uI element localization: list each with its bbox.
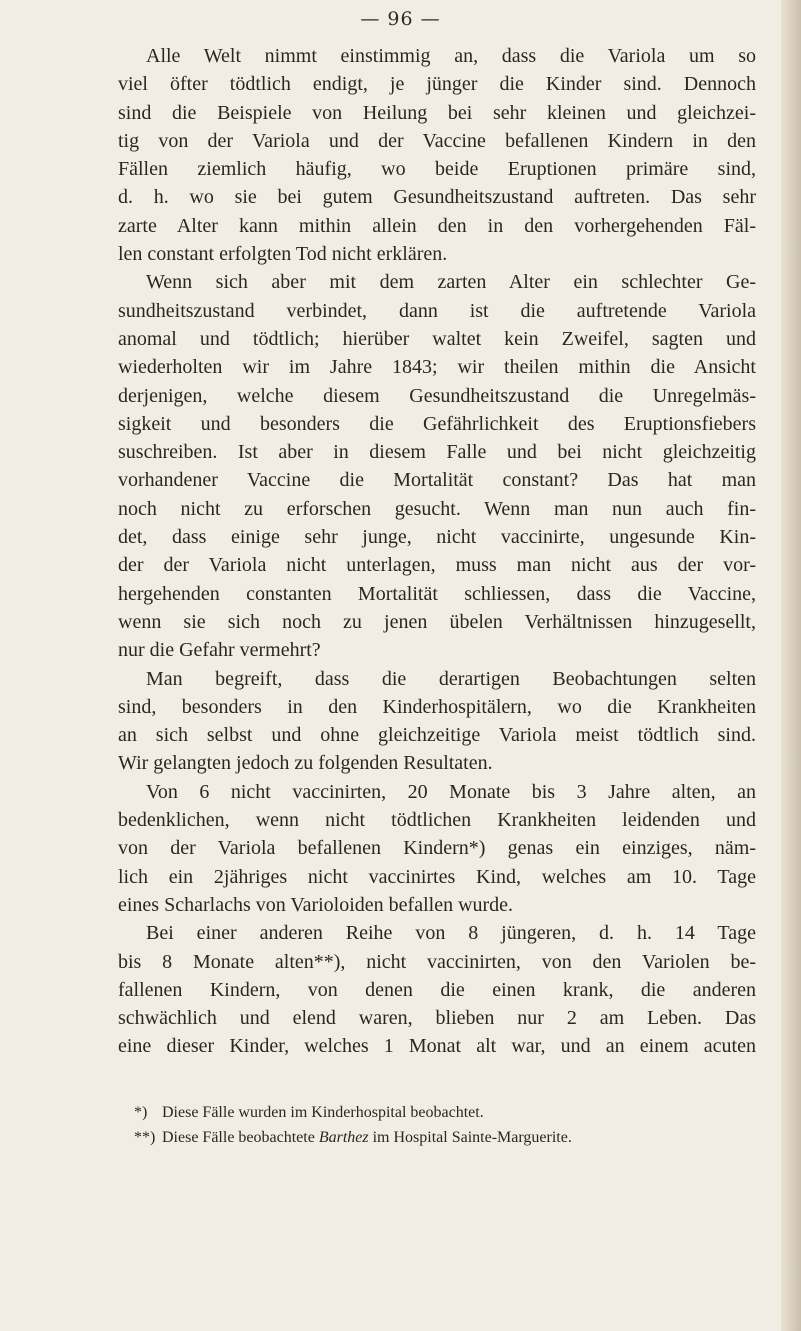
footnote-mark: **)	[134, 1129, 156, 1146]
text-line: tig von der Variola und der Vaccine befallenen Kindern in den	[118, 129, 756, 152]
footnote-text: Diese Fälle beobachtete	[162, 1129, 319, 1146]
text-line: sind, besonders in den Kinderhospitälern, wo die Krankheiten	[118, 695, 756, 718]
text-line: bis 8 Monate alten**), nicht vaccinirten, von den Variolen be-	[118, 950, 756, 973]
text-line: sigkeit und besonders die Gefährlichkeit des Eruptionsfiebers	[118, 412, 756, 435]
footnote-1	[134, 1100, 748, 1125]
text-line: Von 6 nicht vaccinirten, 20 Monate bis 3 Jahre alten, an	[146, 780, 756, 803]
footnote-2	[134, 1125, 748, 1150]
text-line: lich ein 2jähriges nicht vaccinirtes Kind, welches am 10. Tage	[118, 865, 756, 888]
text-line: wiederholten wir im Jahre 1843; wir theilen mithin die Ansicht	[118, 356, 756, 379]
footnote-separator	[118, 1092, 238, 1093]
text-line: Wir gelangten jedoch zu folgenden Resultaten.	[118, 752, 493, 775]
text-line: von der Variola befallenen Kindern*) genas ein einziges, näm-	[118, 837, 756, 860]
footnote-text-end: im Hospital Sainte-Marguerite.	[368, 1129, 572, 1146]
text-line: derjenigen, welche diesem Gesundheitszustand die Unregelmäs-	[118, 384, 756, 407]
text-line: Man begreift, dass die derartigen Beobachtungen selten	[146, 667, 756, 690]
text-line: hergehenden constanten Mortalität schliessen, dass die Vaccine,	[118, 582, 756, 605]
text-line: Bei einer anderen Reihe von 8 jüngeren, d. h. 14 Tage	[146, 922, 756, 945]
text-line: sind die Beispiele von Heilung bei sehr kleinen und gleichzei-	[118, 101, 756, 124]
text-line: vorhandener Vaccine die Mortalität constant? Das hat man	[118, 469, 756, 492]
text-line: schwächlich und elend waren, blieben nur 2 am Leben. Das	[118, 1007, 756, 1030]
text-line: noch nicht zu erforschen gesucht. Wenn man nun auch fin-	[118, 497, 756, 520]
text-line: viel öfter tödtlich endigt, je jünger die Kinder sind. Dennoch	[118, 73, 756, 96]
text-line: sundheitszustand verbindet, dann ist die auftretende Variola	[118, 299, 756, 322]
text-line: d. h. wo sie bei gutem Gesundheitszustand auftreten. Das sehr	[118, 186, 756, 209]
text-line: nur die Gefahr vermehrt?	[118, 639, 321, 662]
page-edge-shadow	[781, 0, 801, 1331]
text-line: eines Scharlachs von Varioloiden befallen wurde.	[118, 893, 514, 916]
text-line: anomal und tödtlich; hierüber waltet kein Zweifel, sagten und	[118, 327, 756, 350]
page-number: — 96 —	[360, 8, 441, 30]
body-text	[118, 42, 756, 1061]
text-line: an sich selbst und ohne gleichzeitige Variola meist tödtlich sind.	[118, 724, 756, 747]
text-line: Alle Welt nimmt einstimmig an, dass die Variola um so	[146, 45, 756, 67]
text-line: suschreiben. Ist aber in diesem Falle und bei nicht gleichzeitig	[118, 441, 756, 464]
text-line: wenn sie sich noch zu jenen übelen Verhältnissen hinzugesellt,	[118, 610, 756, 633]
text-line: det, dass einige sehr junge, nicht vaccinirte, ungesunde Kin-	[118, 526, 756, 549]
text-line: Fällen ziemlich häufig, wo beide Eruptionen primäre sind,	[118, 158, 756, 181]
text-line: eine dieser Kinder, welches 1 Monat alt war, und an einem acuten	[118, 1035, 756, 1058]
text-line: len constant erfolgten Tod nicht erklären.	[118, 243, 448, 266]
footnote-author-name: Barthez	[318, 1129, 369, 1146]
text-line: zarte Alter kann mithin allein den in den vorhergehenden Fäl-	[118, 214, 756, 237]
text-line: Wenn sich aber mit dem zarten Alter ein schlechter Ge-	[146, 271, 756, 294]
footnotes	[134, 1100, 748, 1150]
text-line: bedenklichen, wenn nicht tödtlichen Krankheiten leidenden und	[118, 809, 756, 832]
footnote-mark: *)	[134, 1104, 148, 1121]
text-line: der der Variola nicht unterlagen, muss man nicht aus der vor-	[118, 554, 756, 577]
text-line: fallenen Kindern, von denen die einen krank, die anderen	[118, 978, 756, 1001]
footnote-text: Diese Fälle wurden im Kinderhospital beobachtet.	[162, 1104, 484, 1121]
